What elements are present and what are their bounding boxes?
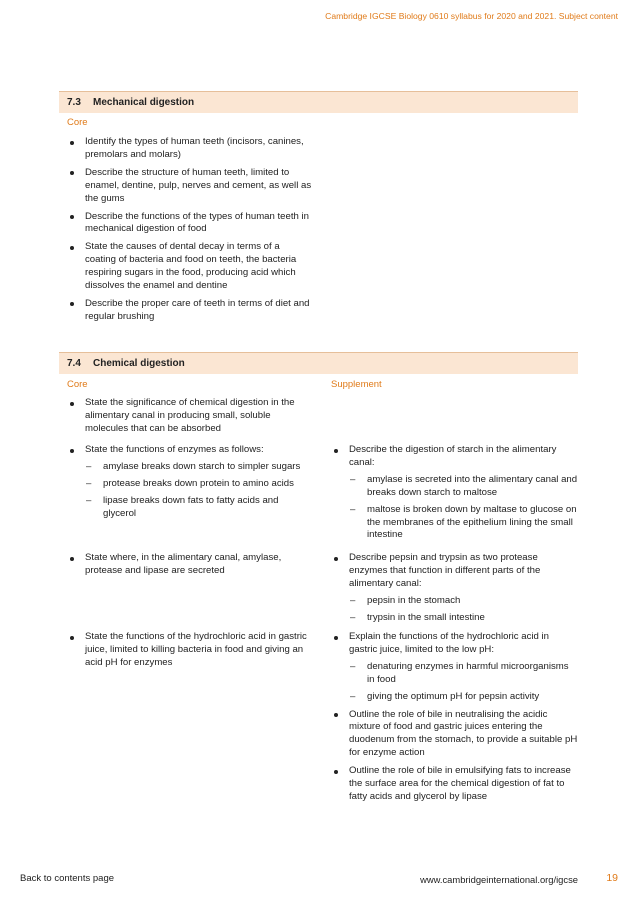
list-item: Outline the role of bile in neutralising the acidic mixture of food and gastric juices entering the duodenum from the stomach, to provide a suitable pH for enzyme action (331, 709, 578, 761)
running-header: Cambridge IGCSE Biology 0610 syllabus for 2020 and 2021. Subject content (325, 11, 618, 21)
list-item: Describe the proper care of teeth in terms of diet and regular brushing (67, 298, 312, 324)
list-item-text: Describe pepsin and trypsin as two protease enzymes that function in different parts of the alimentary canal: (349, 552, 541, 589)
sub-list (85, 461, 312, 521)
list-item: Describe the functions of the types of human teeth in mechanical digestion of food (67, 211, 312, 237)
sub-item: – maltose is broken down by maltase to glucose on the membranes of the epithelium lining the small intestine (349, 504, 578, 543)
supplement-row-2 (331, 444, 578, 547)
sub-item: – giving the optimum pH for pepsin activity (349, 691, 578, 704)
sub-item: – pepsin in the stomach (349, 595, 578, 608)
list-item: State the causes of dental decay in terms of a coating of bacteria and food on teeth, the bacteria respiring sugars in the food, producing acid which dissolves the enamel and dentine (67, 241, 312, 293)
section-number: 7.4 (67, 358, 81, 369)
section-title: Mechanical digestion (93, 97, 195, 108)
back-to-contents-link[interactable]: Back to contents page (20, 873, 115, 884)
list-item: State the functions of the hydrochloric acid in gastric juice, limited to killing bacteria in food and giving an acid pH for enzymes (67, 631, 312, 670)
section-heading-7-4 (59, 352, 578, 374)
sub-item: – amylase is secreted into the alimentary canal and breaks down starch to maltose (349, 474, 578, 500)
list-item: State where, in the alimentary canal, amylase, protease and lipase are secreted (67, 552, 312, 578)
sub-item: – lipase breaks down fats to fatty acids and glycerol (85, 495, 312, 521)
sub-list (349, 474, 578, 543)
core-row-3 (67, 552, 312, 583)
section-heading-7-3 (59, 91, 578, 113)
supplement-row-3 (331, 552, 578, 630)
list-item (67, 444, 312, 521)
core-row-4 (67, 631, 312, 675)
website-link[interactable]: www.cambridgeinternational.org/igcse (420, 874, 578, 885)
core-row-2 (67, 444, 312, 526)
sub-list (349, 661, 578, 704)
list-item-text: Explain the functions of the hydrochloric acid in gastric juice, limited to the low pH: (349, 631, 549, 655)
list-item: State the significance of chemical digestion in the alimentary canal in producing small, soluble molecules that can be absorbed (67, 397, 312, 436)
list-item-text: State the functions of enzymes as follows: (85, 444, 264, 455)
list-item-text: Describe the digestion of starch in the alimentary canal: (349, 444, 557, 468)
core-list-7-3 (67, 136, 312, 329)
core-label: Core (67, 117, 88, 128)
sub-item: – amylase breaks down starch to simpler sugars (85, 461, 312, 474)
list-item (331, 631, 578, 704)
sub-item: – denaturing enzymes in harmful microorganisms in food (349, 661, 578, 687)
list-item: Identify the types of human teeth (incisors, canines, premolars and molars) (67, 136, 312, 162)
list-item: Outline the role of bile in emulsifying fats to increase the surface area for the chemical digestion of fat to fatty acids and glycerol by lipase (331, 765, 578, 804)
list-item (331, 444, 578, 542)
supplement-row-4 (331, 631, 578, 809)
core-label: Core (67, 379, 88, 390)
core-row-1 (67, 397, 312, 441)
list-item: Describe the structure of human teeth, limited to enamel, dentine, pulp, nerves and cement, as well as the gums (67, 167, 312, 206)
sub-item: – trypsin in the small intestine (349, 612, 578, 625)
list-item (331, 552, 578, 625)
sub-list (349, 595, 578, 625)
sub-item: – protease breaks down protein to amino acids (85, 478, 312, 491)
page-number: 19 (606, 872, 618, 884)
section-number: 7.3 (67, 97, 81, 108)
supplement-label: Supplement (331, 379, 382, 390)
section-title: Chemical digestion (93, 358, 185, 369)
